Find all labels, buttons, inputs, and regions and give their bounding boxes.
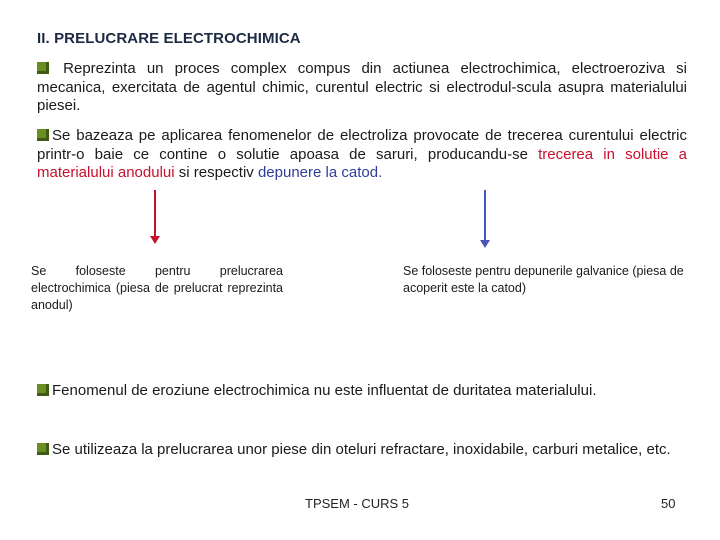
arrow-down-icon — [154, 190, 156, 238]
note-anode: Se foloseste pentru prelucrarea electrochimica (piesa de prelucrat reprezinta anodul) — [31, 264, 283, 312]
paragraph-text: Se utilizeaza la prelucrarea unor piese din oteluri refractare, inoxidabile, carburi metalice, etc. — [52, 441, 671, 458]
arrowhead-blue — [480, 240, 490, 248]
page-title: II. PRELUCRARE ELECTROCHIMICA — [37, 30, 301, 47]
paragraph-definition — [37, 60, 687, 116]
paragraph-usage — [37, 441, 687, 460]
square-bullet-icon — [37, 129, 49, 141]
paragraph-text: si respectiv — [174, 164, 258, 181]
square-bullet-icon — [37, 62, 49, 74]
highlight-cathode-text: depunere la catod — [257, 164, 379, 181]
note-cathode: Se foloseste pentru depunerile galvanice (piesa de acoperit este la catod) — [403, 264, 684, 295]
paragraph-hardness — [37, 382, 687, 401]
page-number: 50 — [661, 496, 676, 511]
paragraph-text: Fenomenul de eroziune electrochimica nu este influentat de duritatea materialului. — [52, 382, 597, 399]
paragraph-end-period: . — [378, 164, 383, 181]
paragraph-principle — [37, 127, 687, 183]
paragraph-text: Se bazeaza pe aplicarea fenomenelor de electroliza provocate de trecerea curentului electric printr-o baie ce contine o solutie apoasa de saruri, producandu-se — [37, 127, 687, 163]
square-bullet-icon — [37, 384, 49, 396]
highlight-anode-text: trecerea in solutie a materialului anodului — [37, 145, 687, 181]
footer-course: TPSEM - CURS 5 — [305, 496, 410, 511]
paragraph-text: Reprezinta un proces complex compus din actiunea electrochimica, electroeroziva si mecanica, exercitata de agentul chimic, curentul electric si electrodul-scula asupra materialului piesei. — [37, 60, 687, 114]
arrow-down-icon — [484, 190, 486, 242]
square-bullet-icon — [37, 443, 49, 455]
arrowhead-red — [150, 236, 160, 244]
